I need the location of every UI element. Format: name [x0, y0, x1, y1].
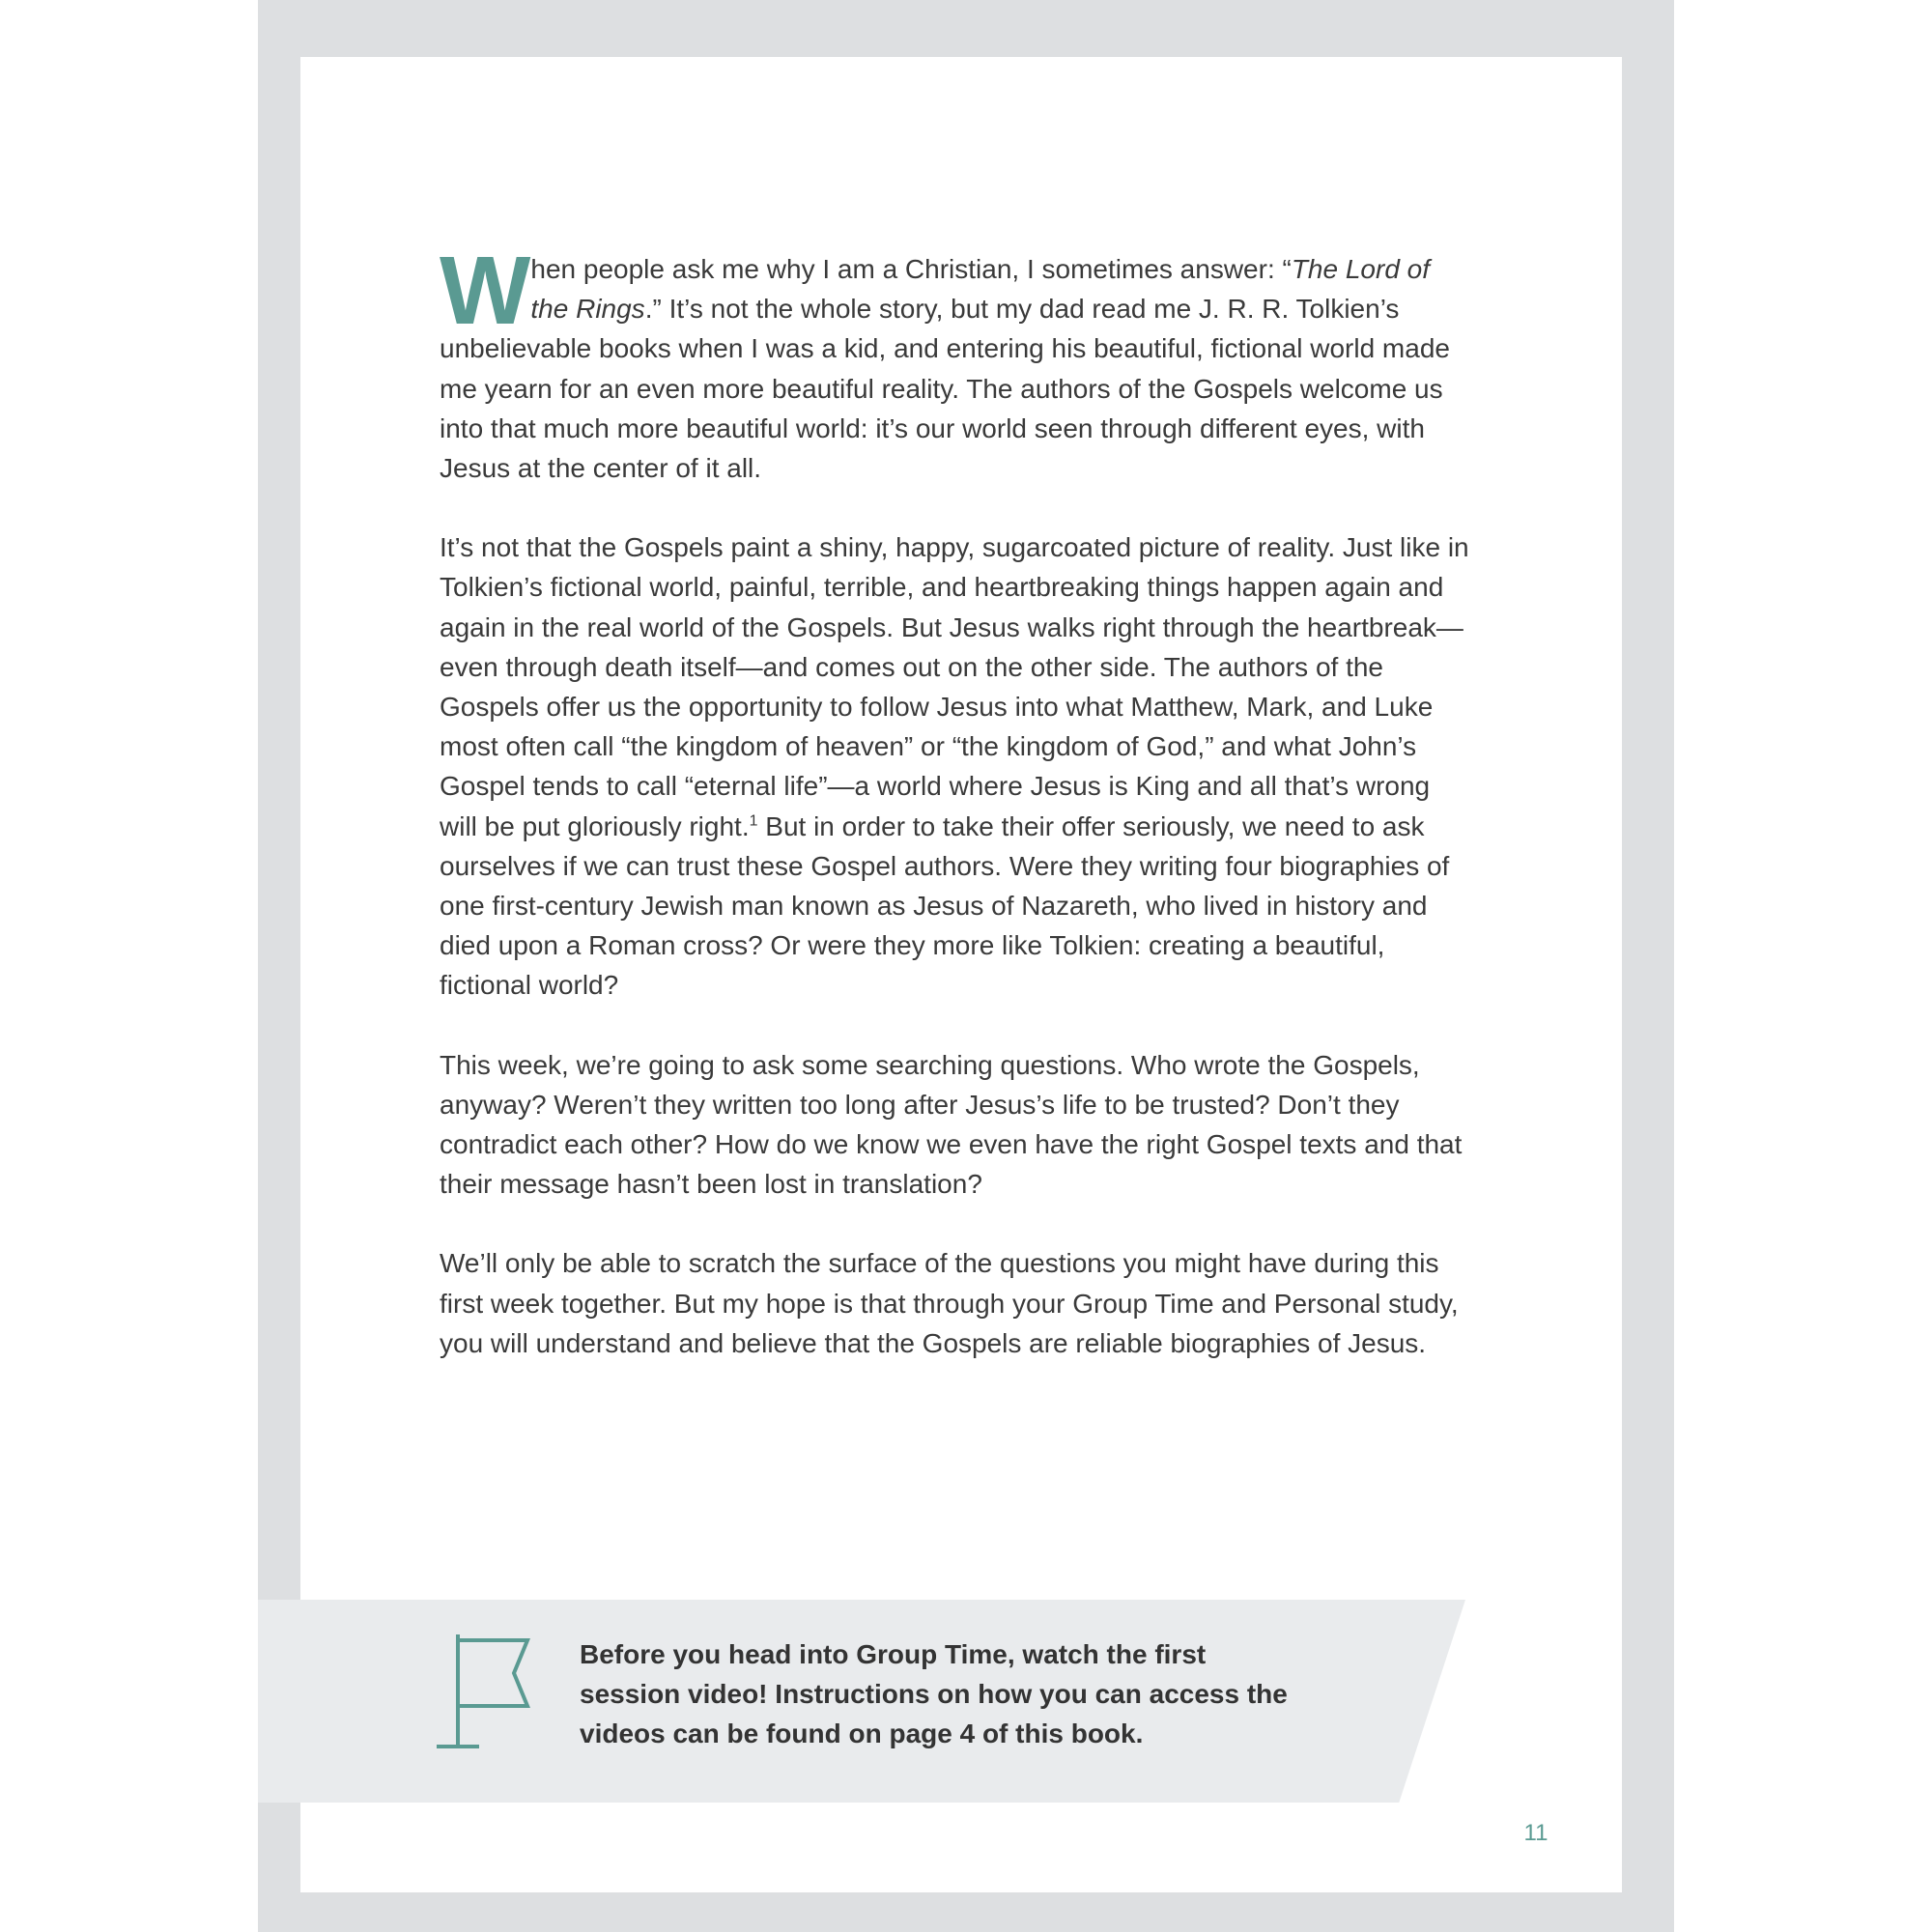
paragraph-1 — [440, 237, 1473, 488]
book-title: The Lord of the Rings — [530, 254, 1431, 325]
paragraph-2 — [440, 527, 1473, 1005]
footnote-marker: 1 — [749, 812, 758, 830]
paragraph-3: This week, we’re going to ask some searching questions. Who wrote the Gospels, anyway? Weren’t they written too long after Jesus’s life to be trusted? Don’t they contradict each other? How do we know we even have the right Gospel texts and that their message hasn’t been lost in translation? — [440, 1049, 1463, 1200]
drop-cap: W — [440, 237, 527, 345]
paragraph-2-text-a: It’s not that the Gospels paint a shiny, happy, sugarcoated picture of reality. Just like in Tolkien’s fictional world, painful, terrible, and heartbreaking things happen again and again in the real world of the Gospels. But Jesus walks right through the heartbreak—even through death itself—and comes out on the other side. The authors of the Gospels offer us the opportunity to follow Jesus into what Matthew, Mark, and Luke most often call “the kingdom of heaven” or “the kingdom of God,” and what John’s Gospel tends to call “eternal life”—a world where Jesus is King and all that’s wrong will be put gloriously right. — [440, 532, 1469, 841]
paragraph-4: We’ll only be able to scratch the surface of the questions you might have during this first week together. But my hope is that through your Group Time and Personal study, you will understand and believe that the Gospels are reliable biographies of Jesus. — [440, 1248, 1459, 1358]
paragraph-1-text-a: hen people ask me why I am a Christian, I sometimes answer: “ — [530, 254, 1292, 284]
paragraph-1-text-b: .” It’s not the whole story, but my dad read me J. R. R. Tolkien’s unbelievable books when I was a kid, and entering his beautiful, fictional world made me yearn for an even more beautiful reality. The authors of the Gospels welcome us into that much more beautiful world: it’s our world seen through different eyes, with Jesus at the center of it all. — [440, 294, 1450, 484]
paragraph-2-text-b: But in order to take their offer seriously, we need to ask ourselves if we can trust these Gospel authors. Were they writing four biographies of one first-century Jewish man known as Jesus of Nazareth, who lived in history and died upon a Roman cross? Or were they more like Tolkien: creating a beautiful, fictional world? — [440, 810, 1450, 1001]
body-text — [440, 237, 1473, 1403]
page-number: 11 — [1523, 1820, 1548, 1846]
flag-icon — [435, 1633, 531, 1753]
callout-text: Before you head into Group Time, watch the first session video! Instructions on how you can access the videos can be found on page 4 of this book. — [580, 1639, 1288, 1748]
